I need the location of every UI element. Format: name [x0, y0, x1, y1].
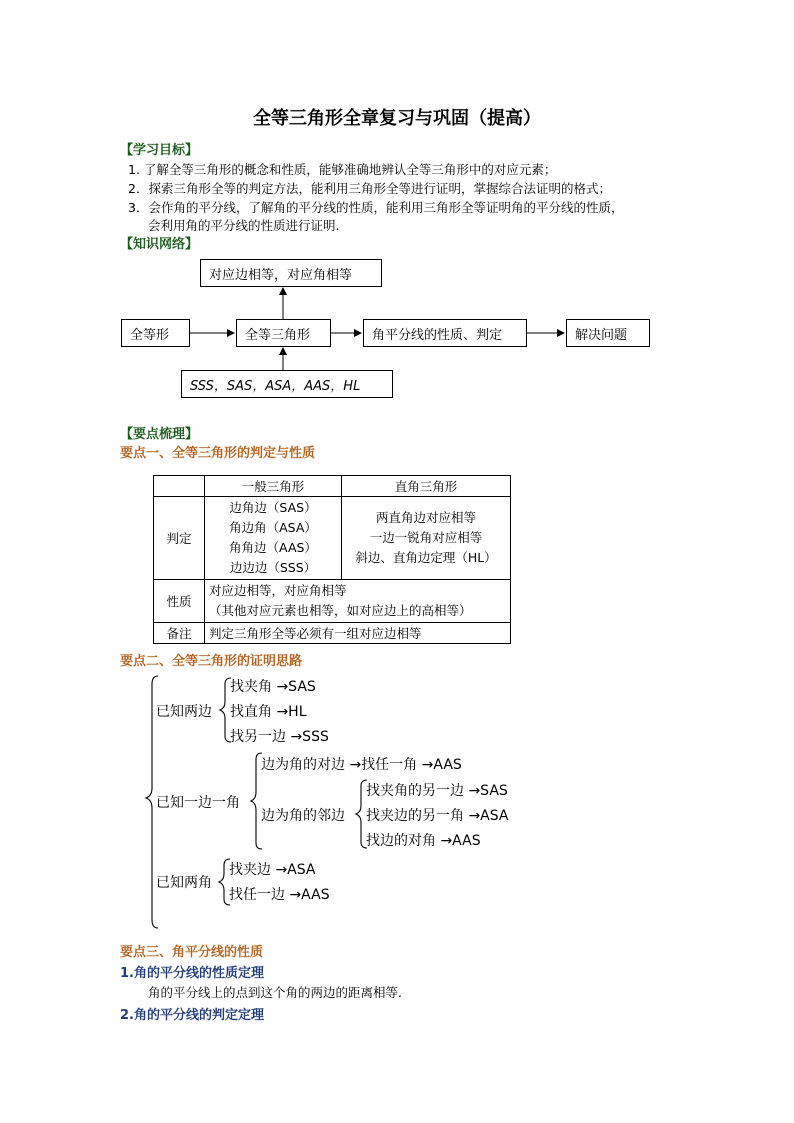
net-box-right2: 解决问题 [566, 319, 650, 347]
judge-right-item: 斜边、直角边定理（HL） [355, 550, 497, 565]
proof-adjacent: 边为角的邻边 [261, 808, 345, 824]
prop-line: 对应边相等，对应角相等 [209, 583, 347, 598]
table-col-general: 一般三角形 [205, 476, 342, 497]
goal-item-2: 2．探索三角形全等的判定方法，能利用三角形全等进行证明，掌握综合法证明的格式； [128, 181, 611, 196]
proof-adjacent-item: 找边的对角 →AAS [366, 833, 481, 849]
sub2-title: 2.角的平分线的判定定理 [120, 1008, 264, 1023]
proof-two-sides-item: 找夹角 →SAS [230, 679, 316, 695]
proof-two-sides-item: 找另一边 →SSS [230, 729, 329, 745]
point1-title: 要点一、全等三角形的判定与性质 [120, 446, 316, 461]
sub1-text: 角的平分线上的点到这个角的两边的距离相等. [148, 985, 402, 1000]
point3-title: 要点三、角平分线的性质 [120, 945, 264, 960]
net-box-left: 全等形 [121, 319, 190, 347]
page-title: 全等三角形全章复习与巩固（提高） [253, 108, 541, 129]
goal-item-1: 1. 了解全等三角形的概念和性质，能够准确地辨认全等三角形中的对应元素； [128, 162, 557, 177]
proof-two-angles-item: 找夹边 →ASA [229, 862, 316, 878]
proof-adjacent-item: 找夹角的另一边 →SAS [366, 783, 508, 799]
summary-header: 【要点梳理】 [120, 427, 199, 442]
point2-title: 要点二、全等三角形的证明思路 [120, 654, 303, 669]
network-header: 【知识网络】 [120, 237, 199, 252]
proof-two-sides-item: 找直角 →HL [230, 704, 307, 720]
judge-general-item: 边角边（SAS） [229, 500, 317, 515]
table-row-judge: 判定 [154, 497, 205, 580]
table-row-prop: 性质 [154, 580, 205, 623]
proof-two-sides: 已知两边 [156, 704, 212, 720]
proof-opposite: 边为角的对边 →找任一角 →AAS [261, 757, 462, 773]
judge-general-item: 边边边（SSS） [229, 560, 317, 575]
table-col-right: 直角三角形 [342, 476, 511, 497]
judge-general-item: 角角边（AAS） [229, 540, 317, 555]
goal-item-3-cont: 会利用角的平分线的性质进行证明. [148, 218, 340, 233]
net-box-bottom: SSS，SAS，ASA，AAS，HL [181, 370, 393, 398]
proof-side-angle: 已知一边一角 [156, 795, 240, 811]
judge-right-item: 两直角边对应相等 [375, 510, 476, 525]
net-box-center: 全等三角形 [236, 319, 331, 347]
note-cell: 判定三角形全等必须有一组对应边相等 [205, 623, 511, 644]
net-box-right1: 角平分线的性质、判定 [363, 319, 527, 347]
sub1-title: 1.角的平分线的性质定理 [120, 966, 264, 981]
prop-line: （其他对应元素也相等，如对应边上的高相等） [209, 603, 472, 618]
goals-header: 【学习目标】 [120, 143, 199, 158]
proof-two-angles-item: 找任一边 →AAS [229, 887, 330, 903]
proof-two-angles: 已知两角 [156, 875, 212, 891]
judge-general-item: 角边角（ASA） [229, 520, 317, 535]
goal-item-3: 3．会作角的平分线，了解角的平分线的性质，能利用三角形全等证明角的平分线的性质， [128, 200, 624, 215]
proof-adjacent-item: 找夹边的另一角 →ASA [366, 808, 509, 824]
judge-right-item: 一边一锐角对应相等 [369, 530, 483, 545]
net-box-top: 对应边相等，对应角相等 [200, 259, 382, 287]
table-row-note: 备注 [154, 623, 205, 644]
